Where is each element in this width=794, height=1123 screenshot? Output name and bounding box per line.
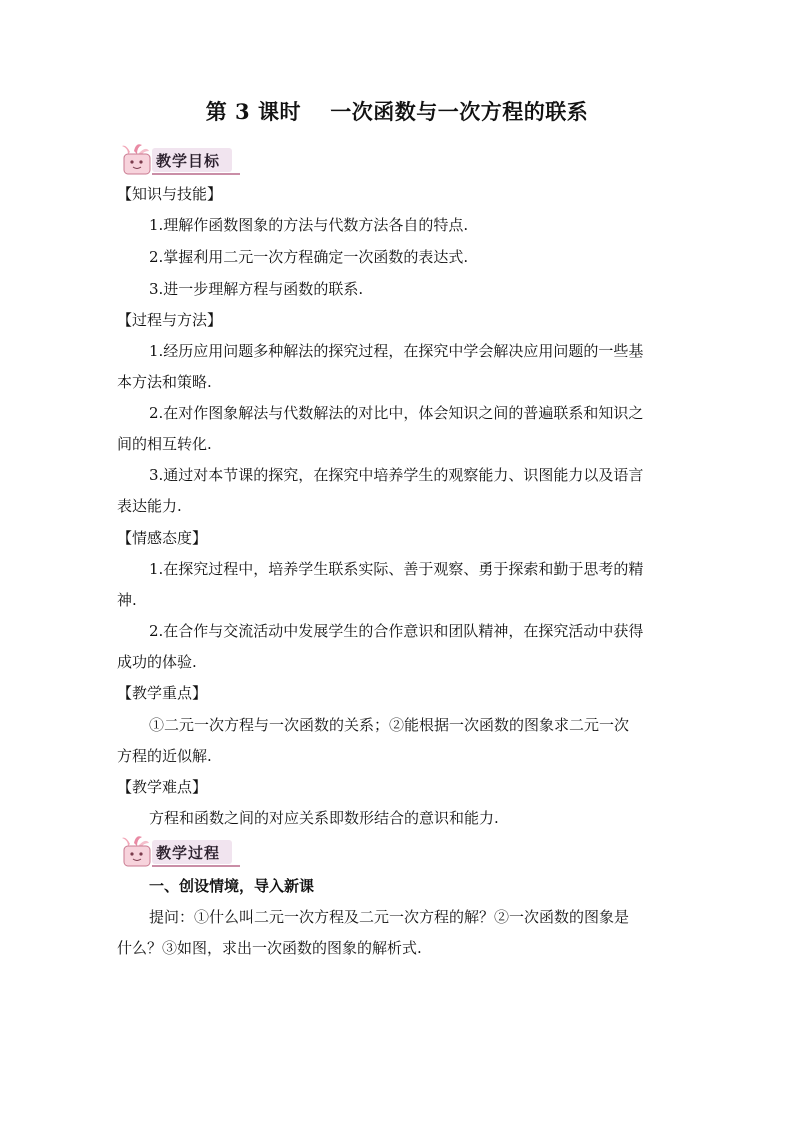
process-method-item-1b: 本方法和策略. bbox=[117, 373, 212, 391]
difficulty-heading: 【教学难点】 bbox=[117, 778, 208, 796]
objectives-banner-label: 教学目标 bbox=[156, 152, 221, 170]
question-b: 什么？③如图，求出一次函数的图象的解析式. bbox=[117, 939, 422, 957]
key-points-heading: 【教学重点】 bbox=[117, 684, 208, 702]
knowledge-item-1: 1.理解作函数图象的方法与代数方法各自的特点. bbox=[149, 216, 469, 234]
attitude-item-2a: 2.在合作与交流活动中发展学生的合作意识和团队精神，在探究活动中获得 bbox=[149, 622, 644, 640]
process-method-item-3b: 表达能力. bbox=[117, 497, 182, 515]
process-banner bbox=[116, 834, 246, 870]
process-banner-label: 教学过程 bbox=[156, 844, 221, 862]
key-points-b: 方程的近似解. bbox=[117, 747, 212, 765]
attitude-item-2b: 成功的体验. bbox=[117, 653, 197, 671]
process-method-heading: 【过程与方法】 bbox=[117, 311, 223, 329]
knowledge-item-3: 3.进一步理解方程与函数的联系. bbox=[149, 280, 364, 298]
process-method-item-2b: 间的相互转化. bbox=[117, 435, 212, 453]
attitude-item-1b: 神. bbox=[117, 591, 137, 609]
section-1-heading: 一、创设情境，导入新课 bbox=[149, 877, 315, 895]
attitude-heading: 【情感态度】 bbox=[117, 529, 208, 547]
process-method-item-1a: 1.经历应用问题多种解法的探究过程，在探究中学会解决应用问题的一些基 bbox=[149, 342, 644, 360]
knowledge-heading: 【知识与技能】 bbox=[117, 185, 223, 203]
attitude-item-1a: 1.在探究过程中，培养学生联系实际、善于观察、勇于探索和勤于思考的精 bbox=[149, 560, 644, 578]
question-a: 提问：①什么叫二元一次方程及二元一次方程的解？②一次函数的图象是 bbox=[149, 908, 630, 926]
process-method-item-2a: 2.在对作图象解法与代数解法的对比中，体会知识之间的普遍联系和知识之 bbox=[149, 404, 644, 422]
page-title: 第 3 课时 一次函数与一次方程的联系 bbox=[205, 99, 589, 124]
process-method-item-3a: 3.通过对本节课的探究，在探究中培养学生的观察能力、识图能力以及语言 bbox=[149, 466, 644, 484]
knowledge-item-2: 2.掌握利用二元一次方程确定一次函数的表达式. bbox=[149, 248, 469, 266]
key-points-a: ①二元一次方程与一次函数的关系；②能根据一次函数的图象求二元一次 bbox=[149, 716, 630, 734]
objectives-banner bbox=[116, 142, 246, 178]
difficulty-text: 方程和函数之间的对应关系即数形结合的意识和能力. bbox=[149, 809, 499, 827]
